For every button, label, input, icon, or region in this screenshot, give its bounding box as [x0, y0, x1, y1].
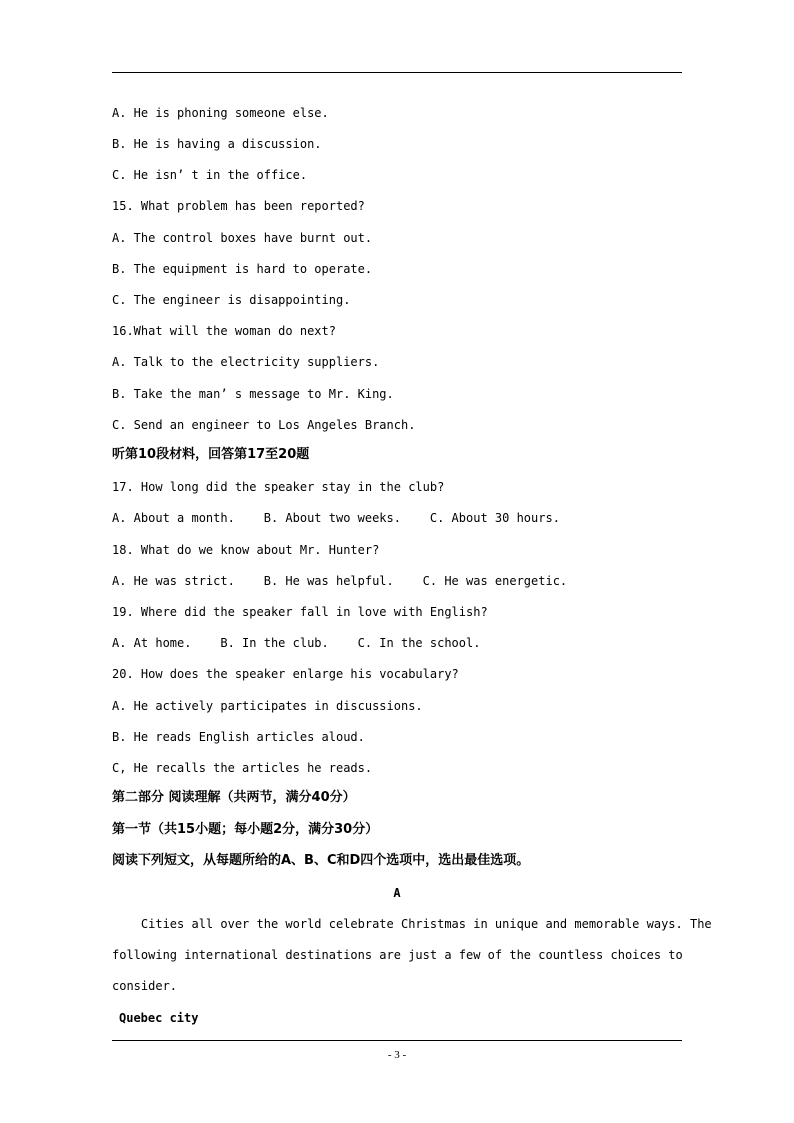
- option-b-line: B. He is having a discussion.: [112, 137, 322, 151]
- passage-label: A: [393, 886, 401, 900]
- passage-line: Cities all over the world celebrate Christmas in unique and memorable ways. The: [112, 917, 712, 931]
- question-19: 19. Where did the speaker fall in love with English?: [112, 605, 488, 619]
- header-rule: [112, 72, 682, 73]
- section-heading: 第一节（共15小题；每小题2分，满分30分）: [112, 822, 379, 837]
- options-line: A. About a month. B. About two weeks. C. About 30 hours.: [112, 511, 560, 525]
- question-16: 16.What will the woman do next?: [112, 324, 336, 338]
- option-c-line: C. He isn’ t in the office.: [112, 168, 308, 182]
- options-line: A. At home. B. In the club. C. In the school.: [112, 636, 481, 650]
- option-c-line: C. The engineer is disappointing.: [112, 293, 351, 307]
- section-instruction: 听第10段材料，回答第17至20题: [112, 447, 310, 462]
- question-20: 20. How does the speaker enlarge his vocabulary?: [112, 667, 459, 681]
- part-heading: 第二部分 阅读理解（共两节，满分40分）: [112, 790, 356, 805]
- option-a-line: A. He is phoning someone else.: [112, 106, 329, 120]
- option-a-line: A. The control boxes have burnt out.: [112, 231, 373, 245]
- option-c-line: C, He recalls the articles he reads.: [112, 761, 373, 775]
- question-17: 17. How long did the speaker stay in the club?: [112, 480, 445, 494]
- option-c-line: C. Send an engineer to Los Angeles Branch.: [112, 418, 416, 432]
- option-a-line: A. He actively participates in discussions.: [112, 699, 423, 713]
- reading-instruction: 阅读下列短文，从每题所给的A、B、C和D四个选项中，选出最佳选项。: [112, 853, 530, 868]
- options-line: A. He was strict. B. He was helpful. C. He was energetic.: [112, 574, 568, 588]
- passage-line: consider.: [112, 979, 178, 993]
- option-b-line: B. The equipment is hard to operate.: [112, 262, 373, 276]
- option-b-line: B. He reads English articles aloud.: [112, 730, 365, 744]
- option-b-line: B. Take the man’ s message to Mr. King.: [112, 387, 394, 401]
- question-15: 15. What problem has been reported?: [112, 199, 365, 213]
- option-a-line: A. Talk to the electricity suppliers.: [112, 355, 380, 369]
- passage-line: following international destinations are just a few of the countless choices to: [112, 948, 683, 962]
- subheading: Quebec city: [119, 1011, 199, 1025]
- page-number: - 3 -: [387, 1049, 407, 1061]
- footer-rule: [112, 1040, 682, 1041]
- question-18: 18. What do we know about Mr. Hunter?: [112, 543, 380, 557]
